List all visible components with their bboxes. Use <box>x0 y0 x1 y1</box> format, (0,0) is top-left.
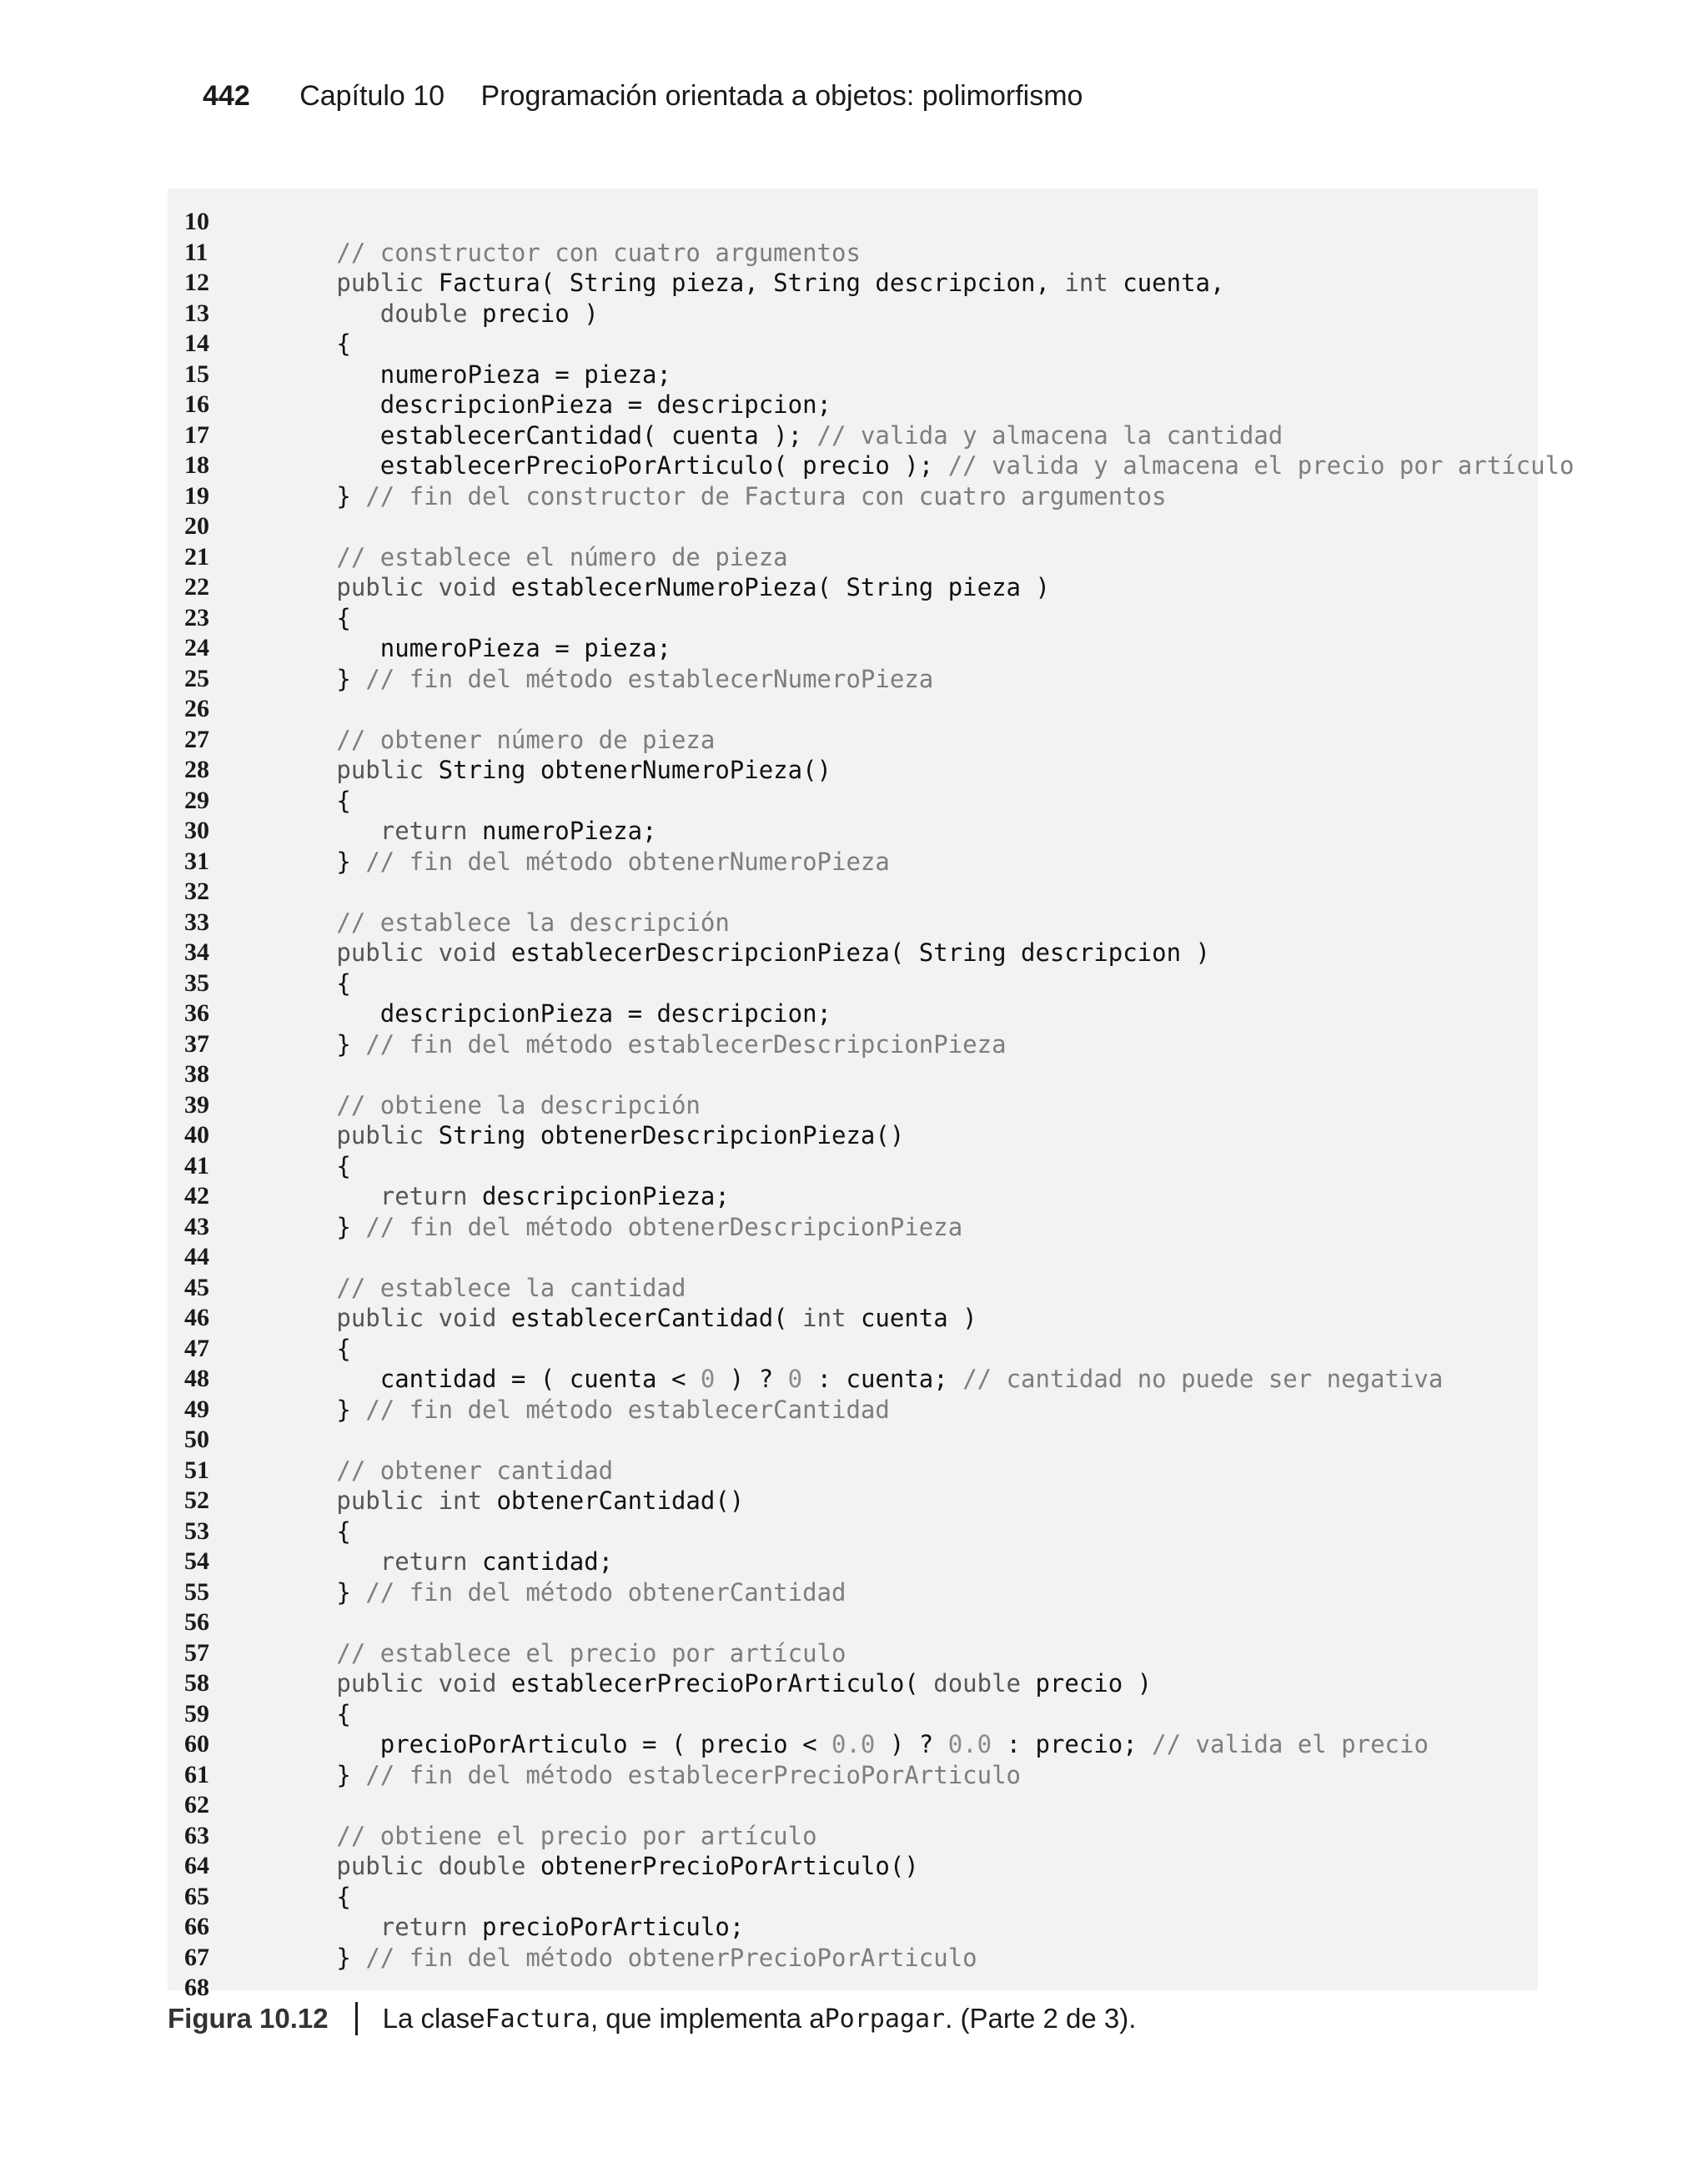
code-token: } <box>293 1029 366 1059</box>
code-token: String obtenerNumeroPieza() <box>438 756 832 784</box>
code-token: 0.0 <box>831 1730 876 1758</box>
code-token: // fin del método obtenerPrecioPorArticulo <box>365 1943 977 1972</box>
code-token: // valida y almacena la cantidad <box>816 420 1284 450</box>
code-token: { <box>293 786 351 815</box>
code-token: } <box>293 847 366 876</box>
code-text <box>293 1151 351 1181</box>
code-token: establecerDescripcionPieza( String descripcion ) <box>510 938 1210 967</box>
line-number: 45 <box>184 1273 209 1301</box>
line-number: 14 <box>184 329 209 357</box>
code-text <box>293 1943 977 1973</box>
line-number: 33 <box>184 908 209 936</box>
code-text <box>293 603 351 633</box>
code-token: obtenerCantidad() <box>496 1486 745 1515</box>
code-token: return <box>293 1913 482 1941</box>
caption-interface-name: Porpagar <box>824 2004 946 2034</box>
line-number: 44 <box>184 1243 209 1270</box>
code-text <box>293 1668 1152 1698</box>
code-token: cantidad = ( cuenta < <box>293 1365 701 1393</box>
line-number: 23 <box>184 603 209 631</box>
code-token: } <box>293 1760 366 1789</box>
code-token: establecerPrecioPorArticulo( precio ); <box>293 451 948 480</box>
code-text <box>293 1821 817 1851</box>
line-number: 46 <box>184 1304 209 1331</box>
code-token: ) ? <box>875 1730 948 1758</box>
code-text <box>293 299 599 329</box>
line-number: 12 <box>184 269 209 296</box>
code-text <box>293 1212 962 1242</box>
line-number: 57 <box>184 1638 209 1667</box>
code-token: public void <box>293 1669 511 1698</box>
code-token: public void <box>293 938 511 967</box>
code-token: // fin del método establecerPrecioPorArticulo <box>365 1760 1021 1789</box>
code-text <box>293 1638 846 1668</box>
code-token: precioPorArticulo = ( precio < <box>293 1730 832 1758</box>
code-listing <box>168 189 1575 2001</box>
code-token: // fin del método establecerCantidad <box>365 1395 890 1424</box>
code-token: // fin del método obtenerCantidad <box>365 1577 846 1607</box>
code-token: return <box>293 1547 482 1576</box>
code-token: } <box>293 1395 366 1424</box>
line-number: 60 <box>184 1730 209 1758</box>
line-number: 15 <box>184 360 209 388</box>
code-text <box>293 329 351 359</box>
line-number: 66 <box>184 1913 209 1940</box>
line-number: 27 <box>184 725 209 753</box>
code-token: cantidad; <box>481 1547 614 1576</box>
line-number: 49 <box>184 1395 209 1423</box>
figure-label: Figura 10.12 <box>168 2003 329 2034</box>
code-token: String obtenerDescripcionPieza() <box>438 1121 905 1149</box>
line-number: 50 <box>184 1426 209 1453</box>
code-text <box>293 1577 846 1607</box>
code-text <box>293 542 788 572</box>
code-token: // constructor con cuatro argumentos <box>293 238 861 267</box>
caption-text-2: , que implementa a <box>590 2003 825 2034</box>
line-number: 51 <box>184 1456 209 1484</box>
line-number: 54 <box>184 1547 209 1575</box>
code-text <box>293 572 1050 602</box>
code-token: 0 <box>700 1365 716 1393</box>
code-token: numeroPieza = pieza; <box>293 360 671 389</box>
code-token: descripcionPieza = descripcion; <box>293 390 832 419</box>
line-number: 42 <box>184 1182 209 1210</box>
line-number: 11 <box>184 238 208 266</box>
caption-class-name: Factura <box>485 2004 590 2034</box>
line-number: 47 <box>184 1334 209 1362</box>
code-text <box>293 847 890 877</box>
line-number: 30 <box>184 817 209 844</box>
code-text <box>293 1517 351 1547</box>
code-token: public void <box>293 1304 511 1332</box>
code-token: // fin del constructor de Factura con cuatro argumentos <box>365 481 1167 511</box>
code-token: public <box>293 1121 439 1149</box>
code-text <box>293 1912 744 1942</box>
code-token: numeroPieza; <box>481 817 657 845</box>
code-token: double <box>293 299 468 328</box>
code-token: establecerCantidad( cuenta ); <box>293 420 817 450</box>
line-number: 41 <box>184 1151 209 1180</box>
code-token: // fin del método establecerDescripcionPieza <box>365 1029 1007 1059</box>
chapter-label: Capítulo 10 <box>299 80 445 112</box>
code-token: : precio; <box>992 1730 1153 1758</box>
line-number: 10 <box>184 208 209 235</box>
code-token: { <box>293 329 351 358</box>
code-text <box>293 1547 613 1577</box>
code-token: // fin del método establecerNumeroPieza <box>365 664 934 693</box>
code-text <box>293 390 831 420</box>
code-text <box>293 1364 1443 1394</box>
code-token: // establece la descripción <box>293 908 730 937</box>
line-number: 59 <box>184 1699 209 1728</box>
code-token: return <box>293 1182 482 1210</box>
line-number: 55 <box>184 1577 209 1606</box>
line-number: 38 <box>184 1060 209 1088</box>
code-text <box>293 998 831 1029</box>
line-number: 52 <box>184 1486 209 1514</box>
code-text <box>293 268 1224 298</box>
code-text <box>293 1851 919 1881</box>
line-number: 16 <box>184 390 209 418</box>
code-text <box>293 1303 977 1333</box>
code-token: precio ) <box>467 299 599 328</box>
code-text <box>293 420 1283 450</box>
page-number: 442 <box>203 80 250 112</box>
code-token: } <box>293 664 366 693</box>
code-text <box>293 1882 351 1912</box>
line-number: 17 <box>184 420 209 449</box>
line-number: 31 <box>184 847 209 875</box>
figure-caption <box>168 2002 1136 2035</box>
code-token: { <box>293 1699 351 1728</box>
line-number: 21 <box>184 542 209 571</box>
code-token: ) ? <box>715 1365 788 1393</box>
code-token: double <box>933 1669 1021 1698</box>
code-text <box>293 968 351 998</box>
code-token: // cantidad no puede ser negativa <box>962 1365 1444 1393</box>
code-token: } <box>293 1212 366 1241</box>
code-text <box>293 481 1167 511</box>
line-number: 36 <box>184 999 209 1027</box>
code-token: obtenerPrecioPorArticulo() <box>540 1852 919 1880</box>
code-text <box>293 1760 1021 1790</box>
line-number: 68 <box>184 1974 209 2001</box>
code-text <box>293 755 831 785</box>
line-number: 26 <box>184 695 209 722</box>
line-number: 35 <box>184 968 209 997</box>
code-text <box>293 908 730 938</box>
code-token: public double <box>293 1852 540 1880</box>
code-text <box>293 1729 1429 1759</box>
code-token: // establece la cantidad <box>293 1273 686 1302</box>
code-token: // obtener cantidad <box>293 1456 614 1485</box>
line-number: 18 <box>184 451 209 479</box>
code-text <box>293 938 1210 968</box>
line-number: 37 <box>184 1029 209 1058</box>
code-token: 0 <box>787 1365 803 1393</box>
code-token: { <box>293 1151 351 1180</box>
line-number: 67 <box>184 1943 209 1971</box>
code-token: public int <box>293 1486 497 1515</box>
code-text <box>293 450 1574 480</box>
code-text <box>293 725 715 755</box>
code-text <box>293 1456 613 1486</box>
code-token: // fin del método obtenerNumeroPieza <box>365 847 890 876</box>
code-token: descripcionPieza; <box>481 1182 730 1210</box>
line-number: 63 <box>184 1821 209 1849</box>
code-token: // obtiene el precio por artículo <box>293 1821 817 1850</box>
code-token: precio ) <box>1021 1669 1153 1698</box>
code-token: descripcionPieza = descripcion; <box>293 999 832 1028</box>
caption-text-1: La clase <box>382 2003 485 2034</box>
code-token: // obtiene la descripción <box>293 1090 701 1119</box>
line-number: 61 <box>184 1760 209 1788</box>
line-number: 48 <box>184 1365 209 1392</box>
line-number: 20 <box>184 512 209 540</box>
code-text <box>293 1486 744 1516</box>
code-token: int <box>1064 269 1108 297</box>
code-token: cuenta, <box>1108 269 1225 297</box>
line-number: 58 <box>184 1669 209 1697</box>
code-token: // establece el precio por artículo <box>293 1638 846 1667</box>
code-text <box>293 786 351 816</box>
code-token: // valida el precio <box>1152 1730 1429 1758</box>
code-text <box>293 1395 890 1425</box>
line-number: 25 <box>184 664 209 692</box>
code-token: // fin del método obtenerDescripcionPieza <box>365 1212 963 1241</box>
code-token: public <box>293 756 439 784</box>
code-token: // valida y almacena el precio por artículo <box>947 451 1575 480</box>
line-number: 22 <box>184 573 209 601</box>
code-token: } <box>293 1943 366 1972</box>
line-number: 24 <box>184 634 209 661</box>
code-token: cuenta ) <box>846 1304 977 1332</box>
line-number: 19 <box>184 481 209 510</box>
code-text <box>293 1699 351 1729</box>
line-number: 39 <box>184 1090 209 1119</box>
code-text <box>293 1029 1007 1059</box>
code-token: establecerCantidad( <box>510 1304 803 1332</box>
code-text <box>293 633 671 663</box>
chapter-title: Programación orientada a objetos: polimorfismo <box>480 80 1083 112</box>
code-text <box>293 1090 701 1120</box>
code-token: { <box>293 1517 351 1546</box>
caption-text-3: . (Parte 2 de 3). <box>945 2003 1137 2034</box>
code-token: { <box>293 1334 351 1363</box>
code-text <box>293 360 671 390</box>
code-token: establecerNumeroPieza( String pieza ) <box>510 573 1050 601</box>
code-token: { <box>293 968 351 998</box>
caption-separator <box>355 2002 358 2035</box>
code-token: // establece el número de pieza <box>293 542 788 571</box>
line-number: 13 <box>184 299 209 327</box>
line-number: 34 <box>184 938 209 966</box>
line-number: 56 <box>184 1608 209 1636</box>
code-token: int <box>802 1304 846 1332</box>
line-number: 29 <box>184 786 209 814</box>
code-text <box>293 1334 351 1364</box>
code-token: { <box>293 1882 351 1911</box>
code-text <box>293 664 933 694</box>
code-token: // obtener número de pieza <box>293 725 716 754</box>
code-token: { <box>293 603 351 632</box>
code-text <box>293 1181 730 1211</box>
code-text <box>293 816 657 846</box>
code-token: 0.0 <box>947 1730 992 1758</box>
line-number: 43 <box>184 1212 209 1240</box>
code-token: public <box>293 269 439 297</box>
code-text <box>293 1273 686 1303</box>
line-number: 64 <box>184 1852 209 1879</box>
code-text <box>293 1120 904 1150</box>
code-token: Factura( String pieza, String descripcion, <box>438 269 1065 297</box>
code-token: public void <box>293 573 511 601</box>
code-token: } <box>293 481 366 511</box>
line-number: 65 <box>184 1882 209 1910</box>
line-number: 53 <box>184 1517 209 1545</box>
running-head <box>203 80 1083 113</box>
line-number: 32 <box>184 878 209 905</box>
code-token: : cuenta; <box>802 1365 963 1393</box>
code-token: establecerPrecioPorArticulo( <box>510 1669 934 1698</box>
code-token: numeroPieza = pieza; <box>293 634 671 662</box>
code-token: return <box>293 817 482 845</box>
code-token: precioPorArticulo; <box>481 1913 745 1941</box>
line-number: 28 <box>184 756 209 783</box>
line-number: 40 <box>184 1121 209 1149</box>
code-token: } <box>293 1577 366 1607</box>
line-number: 62 <box>184 1791 209 1818</box>
code-text <box>293 238 861 268</box>
